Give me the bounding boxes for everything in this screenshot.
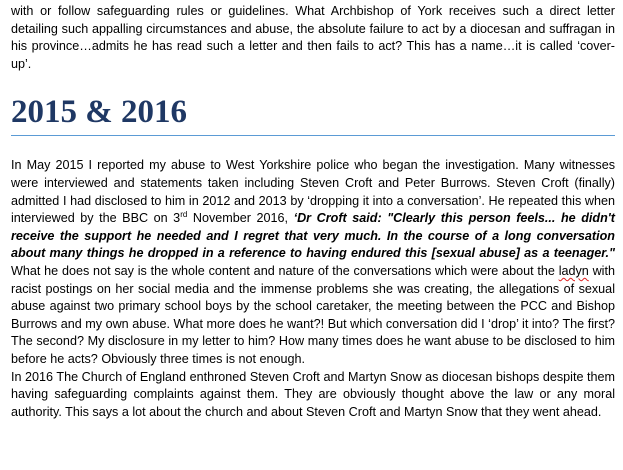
spacer	[11, 136, 615, 157]
paragraph-text: In May 2015 I reported my abuse to West Yorkshire police who began the investigation. Many witnesses were interviewed and statements taken including Steven Croft and Peter Burrows. Steven Croft (finally) admitted I had disclosed to him in 2012 and 2013 by ‘dropping it into a conversation’. He repeated this when interviewed by the BBC on 3	[11, 158, 615, 226]
paragraph-text: What he does not say is the whole content and nature of the conversations which were about the	[11, 263, 559, 278]
intro-paragraph: with or follow safeguarding rules or guidelines. What Archbishop of York receives such a direct letter detailing such appalling circumstances and abuse, the absolute failure to act by a diocesan and suffragan in his province…admits he has read such a letter and then fails to act? This has a name…it is called ‘cover-up’.	[11, 4, 615, 71]
ordinal-suffix: rd	[180, 209, 188, 219]
section-heading: 2015 & 2016	[11, 93, 615, 136]
paragraph-text: November 2016,	[187, 211, 294, 226]
paragraph-2015	[11, 157, 615, 368]
spellcheck-flagged-word[interactable]: ladyn	[558, 263, 589, 278]
bbc-quote: ‘Dr Croft said: "Clearly this person feels... he didn't receive the support he needed and I regret that very much. In the course of a long conversation about many things he dropped in a reference to having endured this [sexual abuse] as a teenager."	[11, 211, 615, 261]
document-page	[11, 3, 615, 421]
paragraph-text: with racist postings on her social media and the immense problems she was creating, the allegations of sexual abuse against two primary school boys by the school caretaker, the meeting between the PCC and Bishop Burrows and my own abuse. What more does he want?! But which conversation did I ‘drop’ it into? The first? The second? My disclosure in my letter to him? How many times does he want abuse to be disclosed to him before he acts? Obviously three times is not enough.	[11, 263, 615, 366]
paragraph-2016: In 2016 The Church of England enthroned Steven Croft and Martyn Snow as diocesan bishops despite them having safeguarding complaints against them. They are obviously thought above the law or any moral authority. This says a lot about the church and about Steven Croft and Martyn Snow that they went ahead.	[11, 369, 615, 419]
